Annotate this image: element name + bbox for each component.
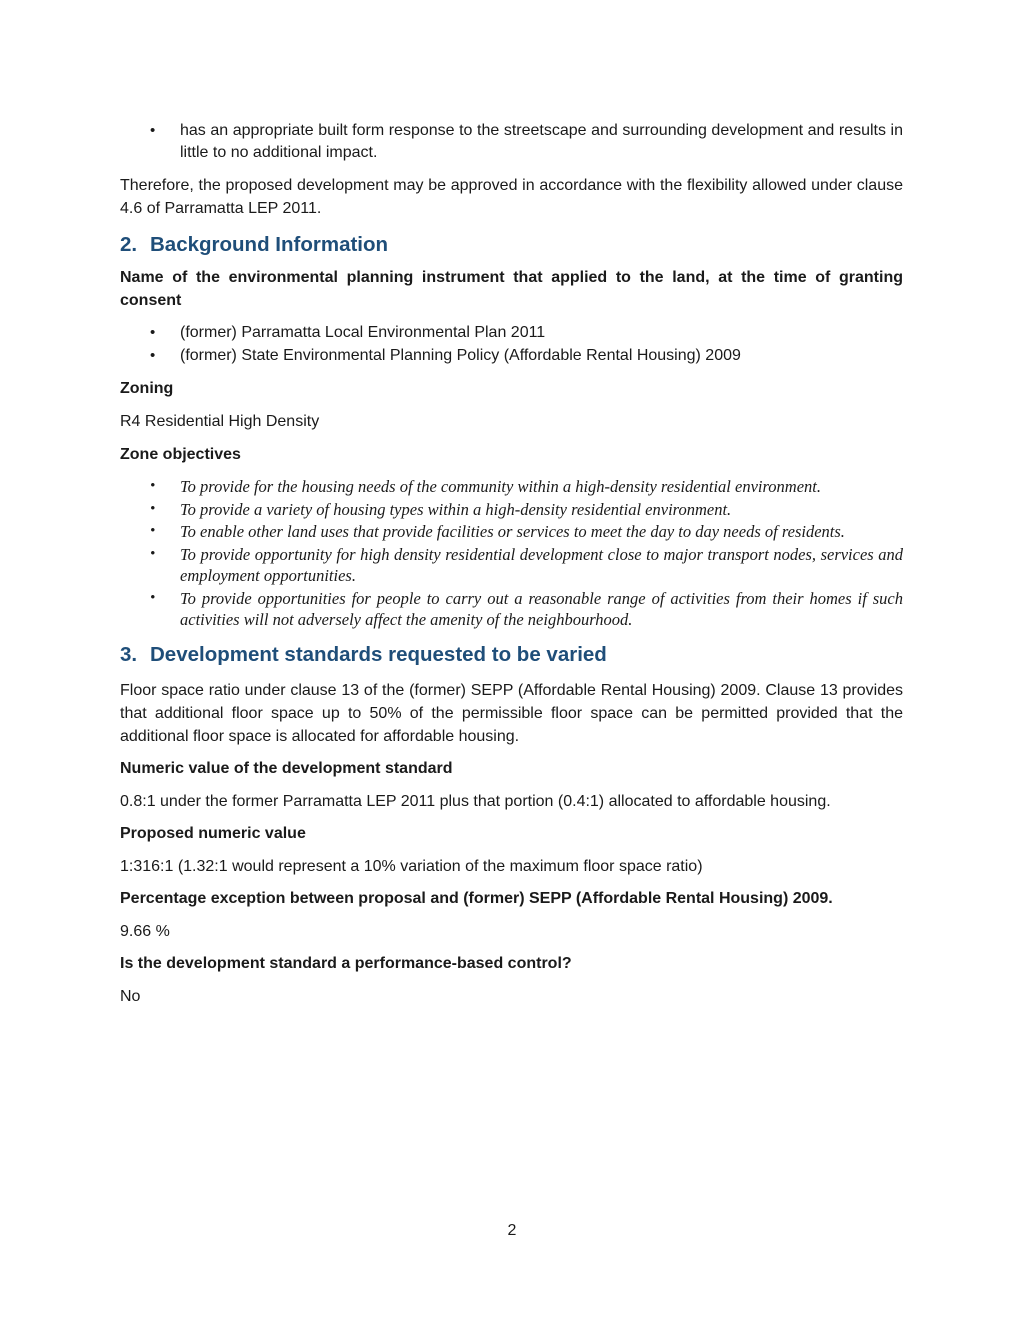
bullet-icon: •	[150, 589, 156, 606]
section-3-description: Floor space ratio under clause 13 of the (former) SEPP (Affordable Rental Housing) 2009. Clause 13 provides that additional floor space up to 50% of the permissible floor space can be permitted provided that the additional floor space is allocated for affordable housing.	[120, 681, 903, 745]
list-item: • has an appropriate built form response to the streetscape and surrounding development and results in little to no additional impact.	[150, 122, 903, 161]
list-item: • To provide a variety of housing types within a high-density residential environment.	[150, 499, 732, 519]
performance-label: Is the development standard a performance-based control?	[120, 954, 572, 972]
conclusion-paragraph: Therefore, the proposed development may be approved in accordance with the flexibility allowed under clause 4.6 of Parramatta LEP 2011.	[120, 177, 903, 217]
zoning-value: R4 Residential High Density	[120, 413, 320, 430]
proposed-value-label: Proposed numeric value	[120, 824, 306, 842]
list-item: • To provide for the housing needs of the community within a high-density residential environment.	[150, 477, 821, 496]
bullet-icon: •	[150, 478, 156, 494]
bullet-icon: •	[150, 324, 156, 341]
proposed-value: 1:316:1 (1.32:1 would represent a 10% variation of the maximum floor space ratio)	[120, 857, 703, 875]
bullet-icon: •	[150, 500, 156, 517]
list-item: • To provide opportunity for high density residential development close to major transport nodes, services and employment opportunities.	[150, 544, 903, 585]
numeric-value-label: Numeric value of the development standard	[120, 759, 453, 777]
list-item: • (former) State Environmental Planning Policy (Affordable Rental Housing) 2009	[120, 345, 903, 367]
section-3-heading: 3. Development standards requested to be varied	[120, 642, 607, 666]
zone-objectives-label: Zone objectives	[120, 446, 241, 463]
intro-bullet-list	[120, 120, 903, 164]
zone-objectives-list	[120, 476, 903, 631]
percentage-value: 9.66 %	[120, 922, 170, 940]
zoning-label: Zoning	[120, 380, 174, 397]
percentage-label: Percentage exception between proposal and (former) SEPP (Affordable Rental Housing) 2009.	[120, 889, 833, 907]
section-2-heading: 2. Background Information	[120, 233, 389, 256]
numeric-value: 0.8:1 under the former Parramatta LEP 2011 plus that portion (0.4:1) allocated to affordable housing.	[120, 792, 831, 810]
page-content	[120, 120, 903, 1008]
instrument-list	[120, 322, 903, 367]
list-item: • (former) Parramatta Local Environmental Plan 2011	[120, 322, 903, 344]
performance-value: No	[120, 987, 141, 1005]
page-number: 2	[507, 1222, 517, 1239]
bullet-icon: •	[150, 545, 156, 562]
list-item: • To enable other land uses that provide facilities or services to meet the day to day needs of residents.	[150, 522, 845, 541]
list-item: • To provide opportunities for people to carry out a reasonable range of activities from their homes if such activities will not adversely affect the amenity of the neighbourhood.	[150, 588, 903, 629]
instrument-label: Name of the environmental planning instrument that applied to the land, at the time of granting consent	[120, 269, 903, 309]
bullet-icon: •	[150, 122, 156, 139]
bullet-icon: •	[150, 523, 156, 539]
bullet-icon: •	[150, 347, 156, 364]
